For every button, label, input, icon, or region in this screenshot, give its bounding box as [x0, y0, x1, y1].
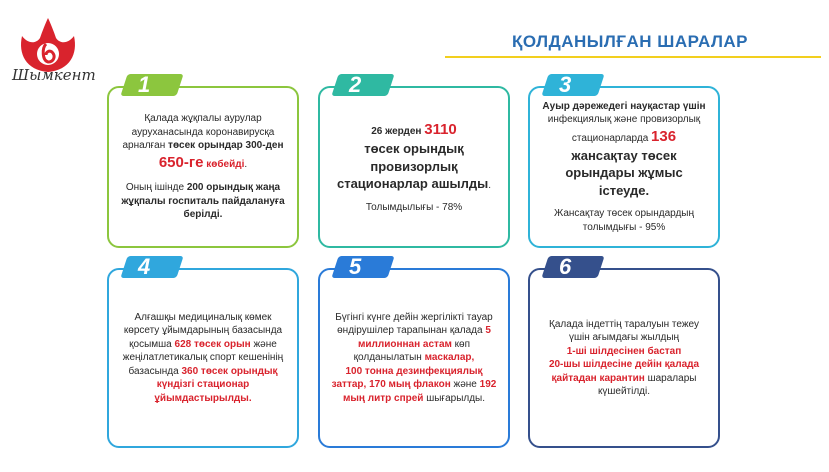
- card-3-number-badge: 3: [541, 74, 604, 96]
- card-5-text: Бүгінгі күнге дейін жергілікті тауар өндірушілер тарапынан қалада 5 миллионнан астам көп қолданылатын маскалар, 100 тонна дезинфекциялық заттар, 170 мың флакон және 192 мың литр спрей шығарылды.: [331, 311, 497, 404]
- card-6-text: Қалада індеттің таралуын тежеу үшін ағымдағы жылдың 1-ші шілдесінен бастап 20-шы шілдесіне дейін қалада қайтадан карантин шаралары күшейтілді.: [548, 318, 700, 397]
- card-2-text-2: Толымдылығы - 78%: [365, 201, 463, 213]
- card-1-number-badge: 1: [120, 74, 183, 96]
- card-5-number-badge: 5: [331, 256, 394, 278]
- card-3-text-1: Ауыр дәрежедегі науқастар үшін инфекциялық және провизорлық стационарларда 136 жансақтау төсек орындары жұмыс істеуде.: [542, 100, 706, 198]
- card-1: [107, 86, 299, 248]
- card-2-text-1: 26 жерден 3110 төсек орындық провизорлық стационарлар ашылды.: [336, 120, 492, 192]
- page-title: ҚОЛДАНЫЛҒАН ШАРАЛАР: [512, 32, 748, 51]
- card-6: [528, 268, 720, 448]
- card-4: [107, 268, 299, 448]
- title-underline: [445, 56, 821, 58]
- logo-text: Шымкент: [12, 66, 96, 84]
- card-5: [318, 268, 510, 448]
- card-6-number-badge: 6: [541, 256, 604, 278]
- card-3: [528, 86, 720, 248]
- card-4-text: Алғашқы медициналық көмек көрсету ұйымдарының базасында қосымша 628 төсек орын және жеңілатлетикалық спорт кешенінің базасында 360 төсек орындық күндізгі стационар ұйымдастырылды.: [122, 311, 284, 404]
- card-3-text-2: Жансақтау төсек орындардың толымдығы - 95%: [553, 208, 695, 233]
- card-1-text-2: Оның ішінде 200 орындық жаңа жұқпалы госпиталь пайдалануға берілді.: [121, 182, 285, 221]
- card-2-number-badge: 2: [331, 74, 394, 96]
- card-1-text-1: Қалада жұқпалы аурулар ауруханасында коронавирусқа арналған төсек орындар 300-ден 650-ге көбейді.: [122, 113, 284, 171]
- card-2: [318, 86, 510, 248]
- card-4-number-badge: 4: [120, 256, 183, 278]
